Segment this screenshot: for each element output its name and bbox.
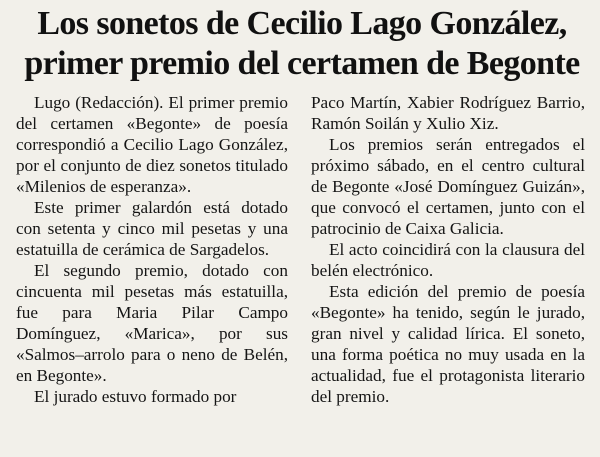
right-column (311, 92, 585, 407)
paragraph: Lugo (Redacción). El primer premio del certamen «Begonte» de poesía correspondió a Cecilio Lago González, por el conjunto de diez sonetos titulado «Milenios de esperanza». (16, 93, 288, 196)
paragraph: El acto coincidirá con la clausura del belén electrónico. (311, 240, 585, 280)
paragraph: Esta edición del premio de poesía «Begonte» ha tenido, según le jurado, gran nivel y calidad lírica. El soneto, una forma poética no muy usada en la actualidad, fue el protagonista literario del premio. (311, 282, 585, 406)
headline-line-1: Los sonetos de Cecilio Lago González, (37, 5, 567, 42)
headline-line-2: primer premio del certamen de Begonte (24, 45, 580, 82)
paragraph: El jurado estuvo formado por (34, 387, 237, 406)
paragraph: El segundo premio, dotado con cincuenta mil pesetas más estatuilla, fue para Maria Pilar Campo Domínguez, «Marica», por sus «Salmos–arrolo para o neno de Belén, en Begonte». (16, 261, 288, 385)
left-column (16, 92, 288, 407)
paragraph: Este primer galardón está dotado con setenta y cinco mil pesetas y una estatuilla de cerámica de Sargadelos. (16, 198, 288, 259)
headline (14, 4, 590, 84)
paragraph: Los premios serán entregados el próximo sábado, en el centro cultural de Begonte «José Domínguez Guizán», que convocó el certamen, junto con el patrocinio de Caixa Galicia. (311, 135, 585, 238)
paragraph: Paco Martín, Xabier Rodríguez Barrio, Ramón Soilán y Xulio Xiz. (311, 93, 585, 133)
